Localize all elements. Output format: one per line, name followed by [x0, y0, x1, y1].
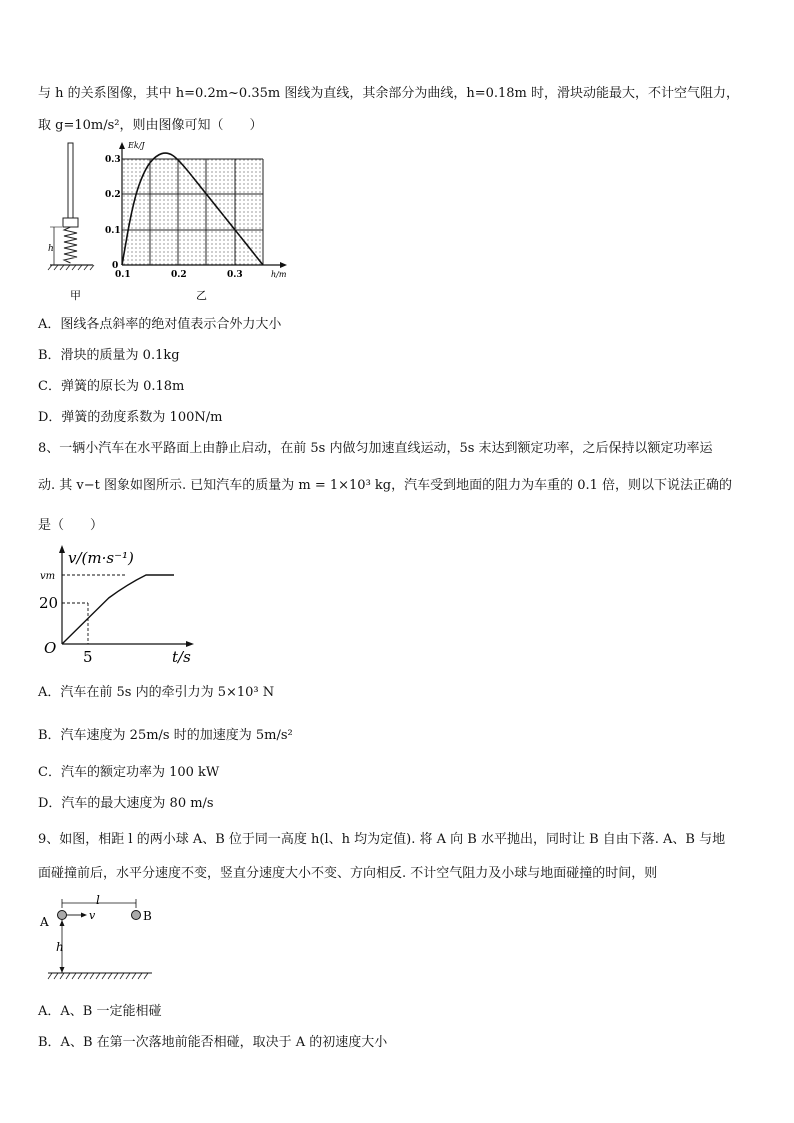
h-label-q9: h: [56, 940, 64, 954]
vt-y-axis-label: v/(m·s⁻¹): [68, 549, 134, 567]
vm-label: vm: [40, 571, 56, 582]
y-axis-label: Ek/J: [128, 141, 145, 150]
q8-vt-chart: [38, 545, 198, 670]
vt-x-axis-label: t/s: [172, 648, 191, 666]
a-label: A: [40, 915, 49, 929]
q9-text-line-1: 9、如图，相距 l 的两小球 A、B 位于同一高度 h(l、h 均为定值). 将 A 向 B 水平抛出，同时让 B 自由下落. A、B 与地: [38, 832, 726, 847]
x-axis-label: h/m: [271, 270, 287, 279]
ball-b-icon: [132, 911, 141, 920]
caption-yi: 乙: [196, 289, 207, 302]
caption-jia: 甲: [70, 289, 81, 302]
q7-text-line-1: 与 h 的关系图像，其中 h=0.2m~0.35m 图线为直线，其余部分为曲线，h=0.18m 时，滑块动能最大，不计空气阻力，: [38, 86, 740, 101]
vt-x-axis-arrow-icon: [186, 641, 194, 647]
x-axis-arrow-icon: [280, 262, 287, 268]
q8-option-d: D．汽车的最大速度为 80 m/s: [38, 796, 214, 811]
q8-option-b: B．汽车速度为 25m/s 时的加速度为 5m/s²: [38, 728, 293, 743]
q8-option-c: C．汽车的额定功率为 100 kW: [38, 765, 220, 780]
x-tick-0.2: 0.2: [171, 270, 187, 280]
spring-apparatus-figure: [48, 143, 94, 302]
y-tick-0.2: 0.2: [105, 190, 121, 200]
q7-option-a: A．图线各点斜率的绝对值表示合外力大小: [38, 317, 282, 332]
ball-a-icon: [58, 911, 67, 920]
y-tick-0.3: 0.3: [105, 155, 121, 165]
q9-text-line-2: 面碰撞前后，水平分速度不变，竖直分速度大小不变、方向相反. 不计空气阻力及小球与地面碰撞的时间，则: [38, 866, 658, 881]
q8-text-line-1: 8、一辆小汽车在水平路面上由静止启动，在前 5s 内做匀加速直线运动，5s 末达到额定功率，之后保持以额定功率运: [38, 441, 713, 456]
q7-figure: [38, 138, 308, 303]
ek-h-chart: [105, 141, 287, 302]
q8-option-a: A．汽车在前 5s 内的牵引力为 5×10³ N: [38, 685, 275, 700]
y-tick-0: 0: [112, 261, 119, 271]
h-label: h: [48, 244, 54, 254]
t5-label: 5: [83, 648, 93, 666]
l-label: l: [96, 893, 100, 907]
velocity-arrow-head-icon: [81, 913, 87, 918]
q7-option-c: C．弹簧的原长为 0.18m: [38, 379, 185, 394]
q7-option-b: B．滑块的质量为 0.1kg: [38, 348, 180, 363]
v20-label: 20: [39, 594, 59, 612]
y-axis-arrow-icon: [119, 142, 125, 149]
q7-option-d: D．弹簧的劲度系数为 100N/m: [38, 410, 223, 425]
y-tick-0.1: 0.1: [105, 226, 121, 236]
q8-text-line-3: 是（ ）: [38, 518, 104, 533]
origin-label: O: [44, 639, 57, 657]
x-tick-0.1: 0.1: [115, 270, 131, 280]
q9-option-b: B．A、B 在第一次落地前能否相碰，取决于 A 的初速度大小: [38, 1035, 388, 1050]
v-label: v: [89, 909, 96, 922]
x-tick-0.3: 0.3: [227, 270, 243, 280]
spring-icon: [64, 227, 77, 263]
q9-option-a: A．A、B 一定能相碰: [38, 1004, 162, 1019]
vt-y-axis-arrow-icon: [59, 545, 65, 553]
q8-text-line-2: 动. 其 v−t 图象如图所示. 已知汽车的质量为 m = 1×10³ kg，汽车受到地面的阻力为车重的 0.1 倍，则以下说法正确的: [38, 478, 733, 493]
vt-curve: [62, 575, 174, 644]
b-label: B: [143, 909, 152, 923]
q9-figure: [38, 893, 158, 985]
q7-text-line-2: 取 g=10m/s²，则由图像可知（ ）: [38, 118, 263, 133]
